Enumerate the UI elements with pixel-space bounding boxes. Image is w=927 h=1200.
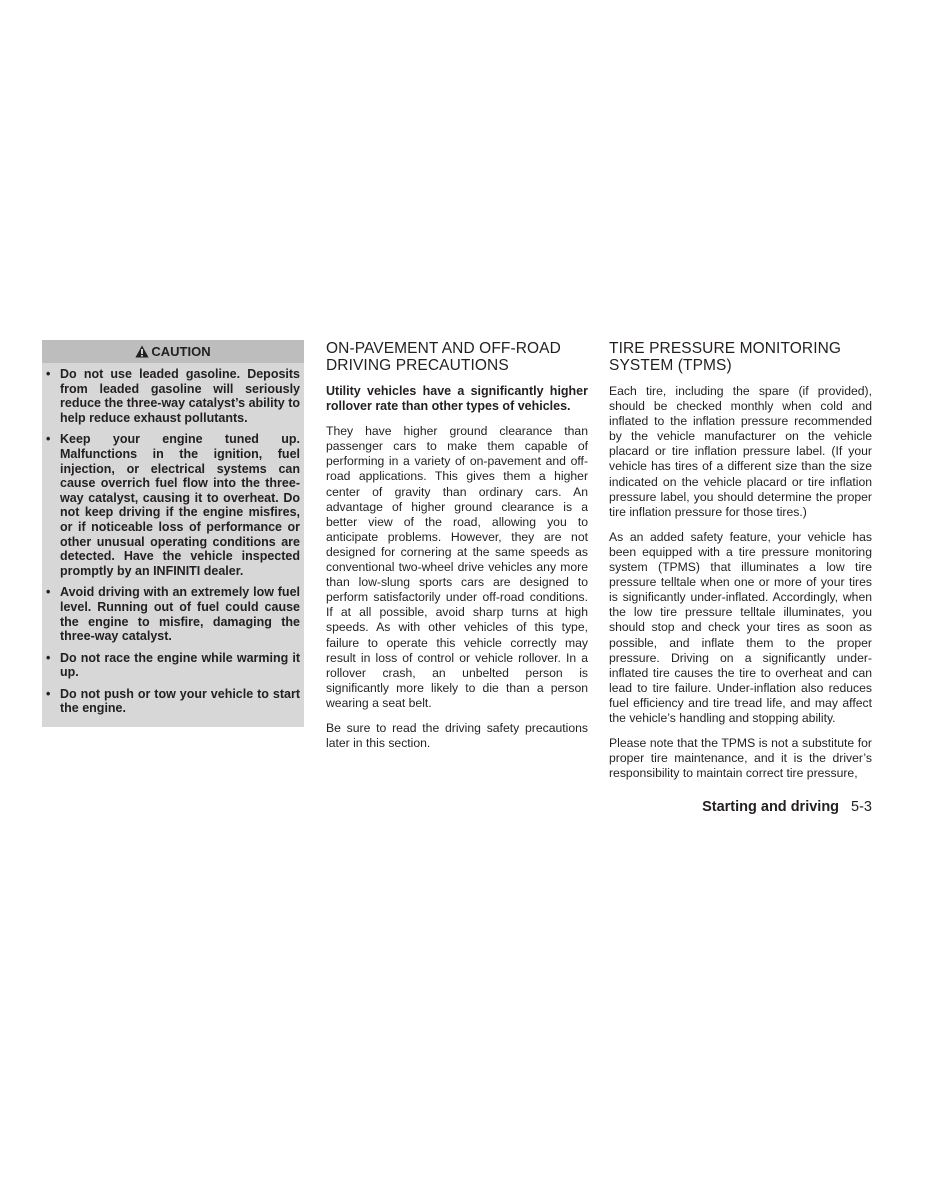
warning-triangle-icon — [135, 345, 149, 358]
onpavement-lead: Utility vehicles have a significantly higher rollover rate than other types of vehicles. — [326, 384, 588, 414]
tpms-paragraph: Each tire, including the spare (if provided), should be checked monthly when cold and inflated to the inflation pressure recommended by the vehicle manufacturer on the vehicle placard or tire inflation pressure label. (If your vehicle has tires of a different size than the size indicated on the vehicle placard or tire inflation pressure label, you should determine the proper tire inflation pressure for those tires.) — [609, 384, 872, 519]
caution-item: • Do not push or tow your vehicle to start the engine. — [46, 687, 300, 716]
caution-column — [42, 340, 304, 727]
caution-heading: CAUTION — [151, 344, 211, 359]
tpms-column — [609, 340, 872, 791]
onpavement-paragraph: Be sure to read the driving safety precautions later in this section. — [326, 720, 588, 751]
page-number: 5-3 — [851, 799, 872, 815]
onpavement-paragraph: They have higher ground clearance than passenger cars to make them capable of performing in a variety of on-pavement and off-road applications. This gives them a higher center of gravity than ordinary cars. An advantage of higher ground clearance is a better view of the road, allowing you to anticipate problems. However, they are not designed for cornering at the same speeds as conventional two-wheel drive vehicles any more than low-slung sports cars are designed to perform satisfactorily under off-road conditions. If at all possible, avoid sharp turns at high speeds. As with other vehicles of this type, failure to operate this vehicle correctly may result in loss of control or vehicle rollover. In a rollover crash, an unbelted person is significantly more likely to die than a person wearing a seat belt. — [326, 424, 588, 710]
tpms-paragraph: As an added safety feature, your vehicle has been equipped with a tire pressure monitoring system (TPMS) that illuminates a low tire pressure telltale when one or more of your tires is significantly under-inflated. Accordingly, when the low tire pressure telltale illuminates, you should stop and check your tires as soon as possible, and inflate them to the proper pressure. Driving on a significantly under-inflated tire causes the tire to overheat and can lead to tire failure. Under-inflation also reduces fuel efficiency and tire tread life, and may affect the vehicle’s handling and stopping ability. — [609, 529, 872, 725]
onpavement-heading: ON-PAVEMENT AND OFF-ROAD DRIVING PRECAUTIONS — [326, 340, 561, 374]
caution-item: • Do not race the engine while warming it up. — [46, 651, 300, 680]
caution-list — [42, 363, 304, 716]
onpavement-column — [326, 340, 588, 761]
footer-section-title: Starting and driving — [702, 799, 840, 815]
tpms-paragraph: Please note that the TPMS is not a substitute for proper tire maintenance, and it is the driver’s responsibility to maintain correct tire pressure, — [609, 736, 872, 781]
caution-header — [42, 340, 304, 363]
page-footer — [702, 799, 872, 815]
caution-box — [42, 340, 304, 727]
caution-item: • Avoid driving with an extremely low fuel level. Running out of fuel could cause the engine to misfire, damaging the three-way catalyst. — [46, 585, 300, 643]
caution-item: • Do not use leaded gasoline. Deposits from leaded gasoline will seriously reduce the three-way catalyst’s ability to help reduce exhaust pollutants. — [46, 367, 300, 425]
caution-item: • Keep your engine tuned up. Malfunctions in the ignition, fuel injection, or electrical systems can cause overrich fuel flow into the three-way catalyst, causing it to overheat. Do not keep driving if the engine misfires, or if noticeable loss of performance or other unusual operating conditions are detected. Have the vehicle inspected promptly by an INFINITI dealer. — [46, 432, 300, 578]
tpms-heading: TIRE PRESSURE MONITORING SYSTEM (TPMS) — [609, 340, 842, 374]
